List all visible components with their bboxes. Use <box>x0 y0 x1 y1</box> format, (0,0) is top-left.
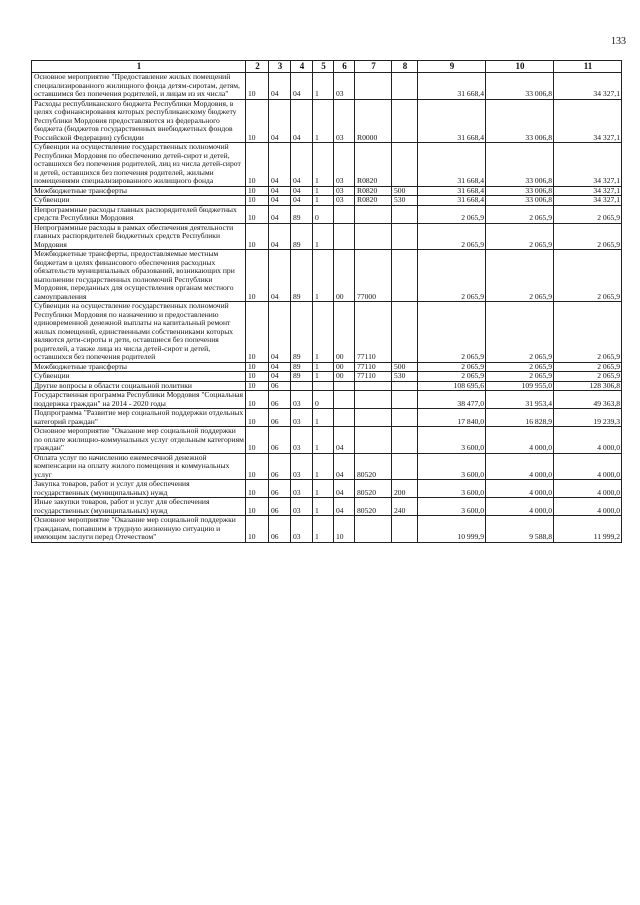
row-name: Межбюджетные трансферты <box>32 186 246 196</box>
amount-col-11: 34 327,1 <box>554 73 622 100</box>
program-code: 03 <box>291 453 313 480</box>
row-name: Субвенции на осуществление государственных полномочий Республики Мордовия по обеспечению детей-сирот и детей, оставшихся без попечения родителей, лиц из числа детей-сирот и детей, оставшихся без попечения родителей, жилыми помещениями специализированного жилищного фонда <box>32 143 246 187</box>
row-name: Основное мероприятие "Предоставление жилых помещений специализированного жилищного фонда детям-сиротам, детям, оставшимся без попечения родителей, и лицам из их числа" <box>32 73 246 100</box>
amount-col-9: 2 065,9 <box>418 302 486 363</box>
section-code: 10 <box>246 453 269 480</box>
row-name: Субвенции <box>32 196 246 206</box>
amount-col-9: 3 600,0 <box>418 498 486 516</box>
direction-code <box>355 381 392 391</box>
section-code: 10 <box>246 302 269 363</box>
row-name: Межбюджетные трансферты, предоставляемые местным бюджетам в целях финансового обеспечения расходных обязательств муниципальных образований, возникающих при выполнении государственных полномочий Республики Мордовия, переданных для осуществления органам местного самоуправления <box>32 250 246 302</box>
section-code: 10 <box>246 516 269 543</box>
amount-col-10: 33 006,8 <box>486 99 554 143</box>
amount-col-9: 31 668,4 <box>418 143 486 187</box>
program-code: 89 <box>291 223 313 250</box>
subsection-code: 06 <box>269 453 291 480</box>
amount-col-11: 2 065,9 <box>554 362 622 372</box>
subsection-code: 04 <box>269 223 291 250</box>
table-row <box>32 516 622 543</box>
direction-code: R0820 <box>355 186 392 196</box>
direction-code: 77110 <box>355 362 392 372</box>
expense-type-code <box>392 205 418 223</box>
section-code: 10 <box>246 205 269 223</box>
expense-type-code: 240 <box>392 498 418 516</box>
subsection-code: 06 <box>269 391 291 409</box>
amount-col-11: 4 000,0 <box>554 498 622 516</box>
amount-col-9: 108 695,6 <box>418 381 486 391</box>
program-code: 04 <box>291 99 313 143</box>
program-code: 03 <box>291 409 313 427</box>
measure-code: 03 <box>334 99 355 143</box>
amount-col-10: 2 065,9 <box>486 205 554 223</box>
program-code <box>291 381 313 391</box>
column-header: 8 <box>392 61 418 73</box>
amount-col-11: 4 000,0 <box>554 453 622 480</box>
direction-code: 77110 <box>355 372 392 382</box>
section-code: 10 <box>246 480 269 498</box>
program-code: 03 <box>291 480 313 498</box>
measure-code: 04 <box>334 498 355 516</box>
subsection-code: 06 <box>269 498 291 516</box>
amount-col-11: 4 000,0 <box>554 480 622 498</box>
section-code: 10 <box>246 362 269 372</box>
subsection-code: 04 <box>269 302 291 363</box>
program-code: 89 <box>291 302 313 363</box>
section-code: 10 <box>246 498 269 516</box>
row-name: Непрограммные расходы главных распорядителей бюджетных средств Республики Мордовия <box>32 205 246 223</box>
section-code: 10 <box>246 99 269 143</box>
column-header: 9 <box>418 61 486 73</box>
subsection-code: 06 <box>269 516 291 543</box>
amount-col-10: 9 588,8 <box>486 516 554 543</box>
expense-type-code: 200 <box>392 480 418 498</box>
amount-col-11: 49 363,8 <box>554 391 622 409</box>
section-code: 10 <box>246 391 269 409</box>
subsection-code: 04 <box>269 99 291 143</box>
subsection-code: 04 <box>269 362 291 372</box>
subprogram-code: 1 <box>313 409 334 427</box>
subsection-code: 06 <box>269 381 291 391</box>
amount-col-10: 33 006,8 <box>486 186 554 196</box>
table-row <box>32 205 622 223</box>
column-header: 1 <box>32 61 246 73</box>
direction-code <box>355 205 392 223</box>
expense-type-code <box>392 453 418 480</box>
measure-code: 03 <box>334 196 355 206</box>
amount-col-10: 2 065,9 <box>486 362 554 372</box>
table-row <box>32 391 622 409</box>
direction-code: R0000 <box>355 99 392 143</box>
section-code: 10 <box>246 73 269 100</box>
measure-code: 00 <box>334 362 355 372</box>
measure-code: 10 <box>334 516 355 543</box>
subprogram-code: 1 <box>313 143 334 187</box>
program-code: 89 <box>291 362 313 372</box>
program-code: 04 <box>291 186 313 196</box>
direction-code: R0820 <box>355 196 392 206</box>
subsection-code: 06 <box>269 427 291 454</box>
row-name: Межбюджетные трансферты <box>32 362 246 372</box>
subprogram-code: 0 <box>313 391 334 409</box>
program-code: 03 <box>291 498 313 516</box>
amount-col-9: 31 668,4 <box>418 73 486 100</box>
amount-col-11: 34 327,1 <box>554 99 622 143</box>
measure-code <box>334 409 355 427</box>
measure-code: 04 <box>334 480 355 498</box>
measure-code <box>334 381 355 391</box>
amount-col-10: 33 006,8 <box>486 196 554 206</box>
measure-code: 04 <box>334 427 355 454</box>
table-row <box>32 480 622 498</box>
amount-col-9: 3 600,0 <box>418 427 486 454</box>
column-header: 10 <box>486 61 554 73</box>
amount-col-10: 2 065,9 <box>486 302 554 363</box>
program-code: 89 <box>291 250 313 302</box>
table-header-row <box>32 61 622 73</box>
row-name: Оплата услуг по начислению ежемесячной денежной компенсации на оплату жилого помещения и коммунальных услуг <box>32 453 246 480</box>
measure-code: 03 <box>334 186 355 196</box>
subsection-code: 04 <box>269 250 291 302</box>
row-name: Субвенции на осуществление государственных полномочий Республики Мордовия по назначению и предоставлению единовременной денежной выплаты на капитальный ремонт жилых помещений, единственными собственниками которых являются дети-сироты и дети, оставшиеся без попечения родителей, а также лица из числа детей-сирот и детей, оставшихся без попечения родителей <box>32 302 246 363</box>
program-code: 89 <box>291 205 313 223</box>
table-row <box>32 196 622 206</box>
program-code: 04 <box>291 143 313 187</box>
subprogram-code: 1 <box>313 453 334 480</box>
table-row <box>32 73 622 100</box>
measure-code <box>334 205 355 223</box>
row-name: Основное мероприятие "Оказание мер социальной поддержки гражданам, попавшим в трудную жизненную ситуацию и имеющим заслуги перед Отечеством" <box>32 516 246 543</box>
amount-col-10: 2 065,9 <box>486 372 554 382</box>
amount-col-10: 4 000,0 <box>486 427 554 454</box>
direction-code <box>355 409 392 427</box>
amount-col-9: 38 477,0 <box>418 391 486 409</box>
expense-type-code <box>392 223 418 250</box>
section-code: 10 <box>246 250 269 302</box>
subprogram-code <box>313 381 334 391</box>
direction-code <box>355 73 392 100</box>
table-row <box>32 143 622 187</box>
subsection-code: 06 <box>269 409 291 427</box>
direction-code <box>355 391 392 409</box>
column-header: 2 <box>246 61 269 73</box>
expense-type-code <box>392 409 418 427</box>
amount-col-11: 34 327,1 <box>554 186 622 196</box>
column-header: 6 <box>334 61 355 73</box>
row-name: Непрограммные расходы в рамках обеспечения деятельности главных распорядителей бюджетных средств Республики Мордовия <box>32 223 246 250</box>
amount-col-11: 4 000,0 <box>554 427 622 454</box>
amount-col-11: 2 065,9 <box>554 302 622 363</box>
expense-type-code <box>392 143 418 187</box>
subprogram-code: 1 <box>313 372 334 382</box>
table-row <box>32 453 622 480</box>
expense-type-code <box>392 73 418 100</box>
column-header: 11 <box>554 61 622 73</box>
measure-code: 00 <box>334 302 355 363</box>
table-row <box>32 99 622 143</box>
section-code: 10 <box>246 186 269 196</box>
subprogram-code: 1 <box>313 480 334 498</box>
amount-col-10: 2 065,9 <box>486 250 554 302</box>
expense-type-code <box>392 427 418 454</box>
table-row <box>32 409 622 427</box>
amount-col-9: 31 668,4 <box>418 196 486 206</box>
amount-col-11: 34 327,1 <box>554 143 622 187</box>
amount-col-11: 19 239,3 <box>554 409 622 427</box>
program-code: 04 <box>291 73 313 100</box>
expense-type-code: 530 <box>392 196 418 206</box>
row-name: Субвенции <box>32 372 246 382</box>
expense-type-code: 530 <box>392 372 418 382</box>
section-code: 10 <box>246 143 269 187</box>
section-code: 10 <box>246 196 269 206</box>
row-name: Подпрограмма "Развитие мер социальной поддержки отдельных категорий граждан" <box>32 409 246 427</box>
direction-code: R0820 <box>355 143 392 187</box>
subsection-code: 04 <box>269 73 291 100</box>
amount-col-10: 4 000,0 <box>486 453 554 480</box>
expense-type-code <box>392 99 418 143</box>
amount-col-10: 16 828,9 <box>486 409 554 427</box>
subsection-code: 04 <box>269 372 291 382</box>
measure-code: 03 <box>334 73 355 100</box>
measure-code <box>334 223 355 250</box>
subprogram-code: 1 <box>313 73 334 100</box>
subprogram-code: 1 <box>313 250 334 302</box>
amount-col-11: 34 327,1 <box>554 196 622 206</box>
measure-code <box>334 391 355 409</box>
amount-col-9: 17 840,0 <box>418 409 486 427</box>
row-name: Государственная программа Республики Мордовия "Социальная поддержка граждан" на 2014 - 2020 годы <box>32 391 246 409</box>
amount-col-9: 2 065,9 <box>418 205 486 223</box>
row-name: Расходы республиканского бюджета Республики Мордовия, в целях софинансирования которых республиканскому бюджету Республики Мордовия предоставляются из федерального бюджета (бюджетов государственных внебюджетных фондов Российской Федерации) субсидии <box>32 99 246 143</box>
amount-col-10: 4 000,0 <box>486 480 554 498</box>
amount-col-10: 4 000,0 <box>486 498 554 516</box>
expense-type-code <box>392 381 418 391</box>
table-row <box>32 498 622 516</box>
direction-code <box>355 427 392 454</box>
subprogram-code: 1 <box>313 516 334 543</box>
amount-col-11: 2 065,9 <box>554 223 622 250</box>
direction-code <box>355 223 392 250</box>
row-name: Иные закупки товаров, работ и услуг для обеспечения государственных (муниципальных) нужд <box>32 498 246 516</box>
amount-col-10: 2 065,9 <box>486 223 554 250</box>
column-header: 4 <box>291 61 313 73</box>
section-code: 10 <box>246 223 269 250</box>
amount-col-9: 3 600,0 <box>418 480 486 498</box>
subprogram-code: 1 <box>313 498 334 516</box>
program-code: 04 <box>291 196 313 206</box>
subsection-code: 04 <box>269 196 291 206</box>
table-row <box>32 223 622 250</box>
subprogram-code: 1 <box>313 186 334 196</box>
amount-col-10: 109 955,0 <box>486 381 554 391</box>
direction-code: 80520 <box>355 480 392 498</box>
row-name: Другие вопросы в области социальной политики <box>32 381 246 391</box>
program-code: 03 <box>291 516 313 543</box>
section-code: 10 <box>246 427 269 454</box>
amount-col-9: 3 600,0 <box>418 453 486 480</box>
table-row <box>32 302 622 363</box>
direction-code: 77110 <box>355 302 392 363</box>
amount-col-11: 2 065,9 <box>554 250 622 302</box>
table-row <box>32 372 622 382</box>
expense-type-code <box>392 302 418 363</box>
amount-col-9: 31 668,4 <box>418 186 486 196</box>
amount-col-10: 33 006,8 <box>486 73 554 100</box>
subsection-code: 04 <box>269 205 291 223</box>
page-number: 133 <box>611 36 626 47</box>
amount-col-9: 10 999,9 <box>418 516 486 543</box>
subprogram-code: 1 <box>313 223 334 250</box>
expense-type-code <box>392 250 418 302</box>
row-name: Закупка товаров, работ и услуг для обеспечения государственных (муниципальных) нужд <box>32 480 246 498</box>
expense-type-code: 500 <box>392 362 418 372</box>
amount-col-9: 2 065,9 <box>418 362 486 372</box>
direction-code: 80520 <box>355 498 392 516</box>
direction-code: 77000 <box>355 250 392 302</box>
budget-table <box>31 60 622 543</box>
subprogram-code: 1 <box>313 362 334 372</box>
table-row <box>32 427 622 454</box>
expense-type-code <box>392 391 418 409</box>
column-header: 7 <box>355 61 392 73</box>
subprogram-code: 1 <box>313 99 334 143</box>
amount-col-9: 2 065,9 <box>418 250 486 302</box>
amount-col-11: 2 065,9 <box>554 372 622 382</box>
amount-col-11: 128 306,8 <box>554 381 622 391</box>
subprogram-code: 1 <box>313 427 334 454</box>
subprogram-code: 1 <box>313 302 334 363</box>
expense-type-code <box>392 516 418 543</box>
amount-col-9: 2 065,9 <box>418 223 486 250</box>
direction-code: 80520 <box>355 453 392 480</box>
measure-code: 04 <box>334 453 355 480</box>
measure-code: 00 <box>334 372 355 382</box>
program-code: 89 <box>291 372 313 382</box>
amount-col-9: 31 668,4 <box>418 99 486 143</box>
section-code: 10 <box>246 409 269 427</box>
measure-code: 03 <box>334 143 355 187</box>
amount-col-10: 33 006,8 <box>486 143 554 187</box>
program-code: 03 <box>291 391 313 409</box>
subprogram-code: 0 <box>313 205 334 223</box>
column-header: 5 <box>313 61 334 73</box>
section-code: 10 <box>246 381 269 391</box>
amount-col-11: 11 999,2 <box>554 516 622 543</box>
expense-type-code: 500 <box>392 186 418 196</box>
subsection-code: 04 <box>269 186 291 196</box>
column-header: 3 <box>269 61 291 73</box>
subprogram-code: 1 <box>313 196 334 206</box>
row-name: Основное мероприятие "Оказание мер социальной поддержки по оплате жилищно-коммунальных услуг отдельным категориям граждан" <box>32 427 246 454</box>
subsection-code: 06 <box>269 480 291 498</box>
amount-col-10: 31 953,4 <box>486 391 554 409</box>
table-row <box>32 250 622 302</box>
amount-col-11: 2 065,9 <box>554 205 622 223</box>
section-code: 10 <box>246 372 269 382</box>
program-code: 03 <box>291 427 313 454</box>
amount-col-9: 2 065,9 <box>418 372 486 382</box>
measure-code: 00 <box>334 250 355 302</box>
subsection-code: 04 <box>269 143 291 187</box>
direction-code <box>355 516 392 543</box>
